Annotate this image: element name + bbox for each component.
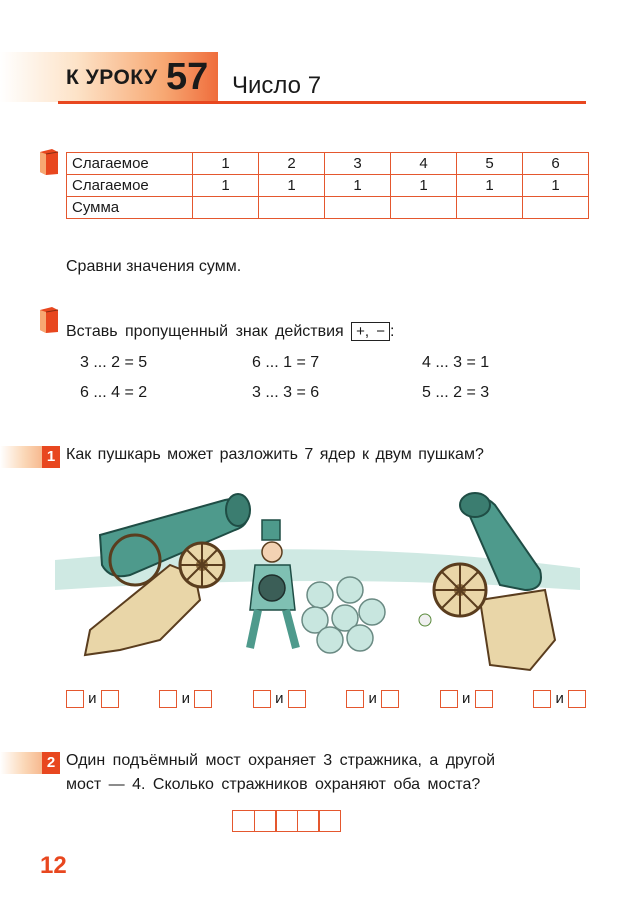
signs-box: +, − xyxy=(351,322,390,341)
answer-cell[interactable] xyxy=(318,810,341,832)
answer-box[interactable] xyxy=(533,690,551,708)
cannons-illustration xyxy=(50,480,590,680)
table-cell: 3 xyxy=(325,153,391,175)
table-cell: 6 xyxy=(523,153,589,175)
connector-and: и xyxy=(181,690,191,707)
lesson-number: 57 xyxy=(166,56,209,98)
table-cell: 1 xyxy=(193,175,259,197)
answer-box[interactable] xyxy=(568,690,586,708)
sum-cell[interactable] xyxy=(391,197,457,219)
equation: 3 ... 3 = 6 xyxy=(252,384,320,401)
answer-box[interactable] xyxy=(194,690,212,708)
table-cell: 1 xyxy=(523,175,589,197)
sum-cell[interactable] xyxy=(193,197,259,219)
connector-and: и xyxy=(88,690,97,707)
task-number: 2 xyxy=(42,752,60,774)
table-cell: 1 xyxy=(391,175,457,197)
equation: 4 ... 3 = 1 xyxy=(422,354,490,371)
pair xyxy=(533,690,586,708)
row-label: Слагаемое xyxy=(67,153,193,175)
task1-text: Как пушкарь может разложить 7 ядер к двум пушкам? xyxy=(66,446,484,463)
table-cell: 1 xyxy=(325,175,391,197)
row-label: Сумма xyxy=(67,197,193,219)
addends-table xyxy=(66,152,589,219)
task2-line2: мост — 4. Сколько стражников охраняют оба моста? xyxy=(66,776,481,793)
table-row xyxy=(67,153,589,175)
lesson-title: Число 7 xyxy=(232,72,322,99)
sum-cell[interactable] xyxy=(259,197,325,219)
answer-cell[interactable] xyxy=(232,810,255,832)
table-cell: 1 xyxy=(193,153,259,175)
pair xyxy=(253,690,306,708)
answer-boxes xyxy=(232,810,340,837)
answer-box[interactable] xyxy=(101,690,119,708)
row-label: Слагаемое xyxy=(67,175,193,197)
pair xyxy=(66,690,119,708)
table-cell: 5 xyxy=(457,153,523,175)
page-number: 12 xyxy=(40,852,67,879)
connector-and: и xyxy=(275,690,284,707)
lesson-prefix: К УРОКУ xyxy=(66,66,158,89)
pair xyxy=(440,690,493,708)
table-cell: 2 xyxy=(259,153,325,175)
pair xyxy=(346,690,399,708)
answer-box[interactable] xyxy=(346,690,364,708)
table-cell: 1 xyxy=(259,175,325,197)
table-row xyxy=(67,175,589,197)
connector-and: и xyxy=(368,690,377,707)
book-icon xyxy=(38,306,60,334)
book-icon xyxy=(38,148,60,176)
answer-cell[interactable] xyxy=(297,810,320,832)
header-underline xyxy=(58,101,586,104)
sum-cell[interactable] xyxy=(523,197,589,219)
table-cell: 1 xyxy=(457,175,523,197)
colon: : xyxy=(390,323,395,340)
equation: 3 ... 2 = 5 xyxy=(80,354,148,371)
sum-cell[interactable] xyxy=(457,197,523,219)
gunner-figure xyxy=(250,520,296,648)
answer-box[interactable] xyxy=(66,690,84,708)
answer-box[interactable] xyxy=(288,690,306,708)
sum-cell[interactable] xyxy=(325,197,391,219)
table-cell: 4 xyxy=(391,153,457,175)
connector-and: и xyxy=(461,690,471,707)
answer-box[interactable] xyxy=(381,690,399,708)
answer-cell[interactable] xyxy=(254,810,277,832)
equation: 6 ... 1 = 7 xyxy=(252,354,320,371)
answer-box[interactable] xyxy=(440,690,458,708)
insert-sign-instruction xyxy=(66,322,394,341)
answer-box[interactable] xyxy=(159,690,177,708)
task2-line1: Один подъёмный мост охраняет 3 стражника, а другой xyxy=(66,752,496,769)
compare-text: Сравни значения сумм. xyxy=(66,258,242,275)
pair xyxy=(159,690,212,708)
task-number: 1 xyxy=(42,446,60,468)
cannonballs xyxy=(302,577,385,653)
equation: 6 ... 4 = 2 xyxy=(80,384,148,401)
table-row xyxy=(67,197,589,219)
answer-box[interactable] xyxy=(475,690,493,708)
answer-box[interactable] xyxy=(253,690,271,708)
answer-cell[interactable] xyxy=(275,810,298,832)
connector-and: и xyxy=(555,690,564,707)
pairs-row xyxy=(66,690,586,708)
equation: 5 ... 2 = 3 xyxy=(422,384,490,401)
instruction-text: Вставь пропущенный знак действия xyxy=(66,323,344,340)
